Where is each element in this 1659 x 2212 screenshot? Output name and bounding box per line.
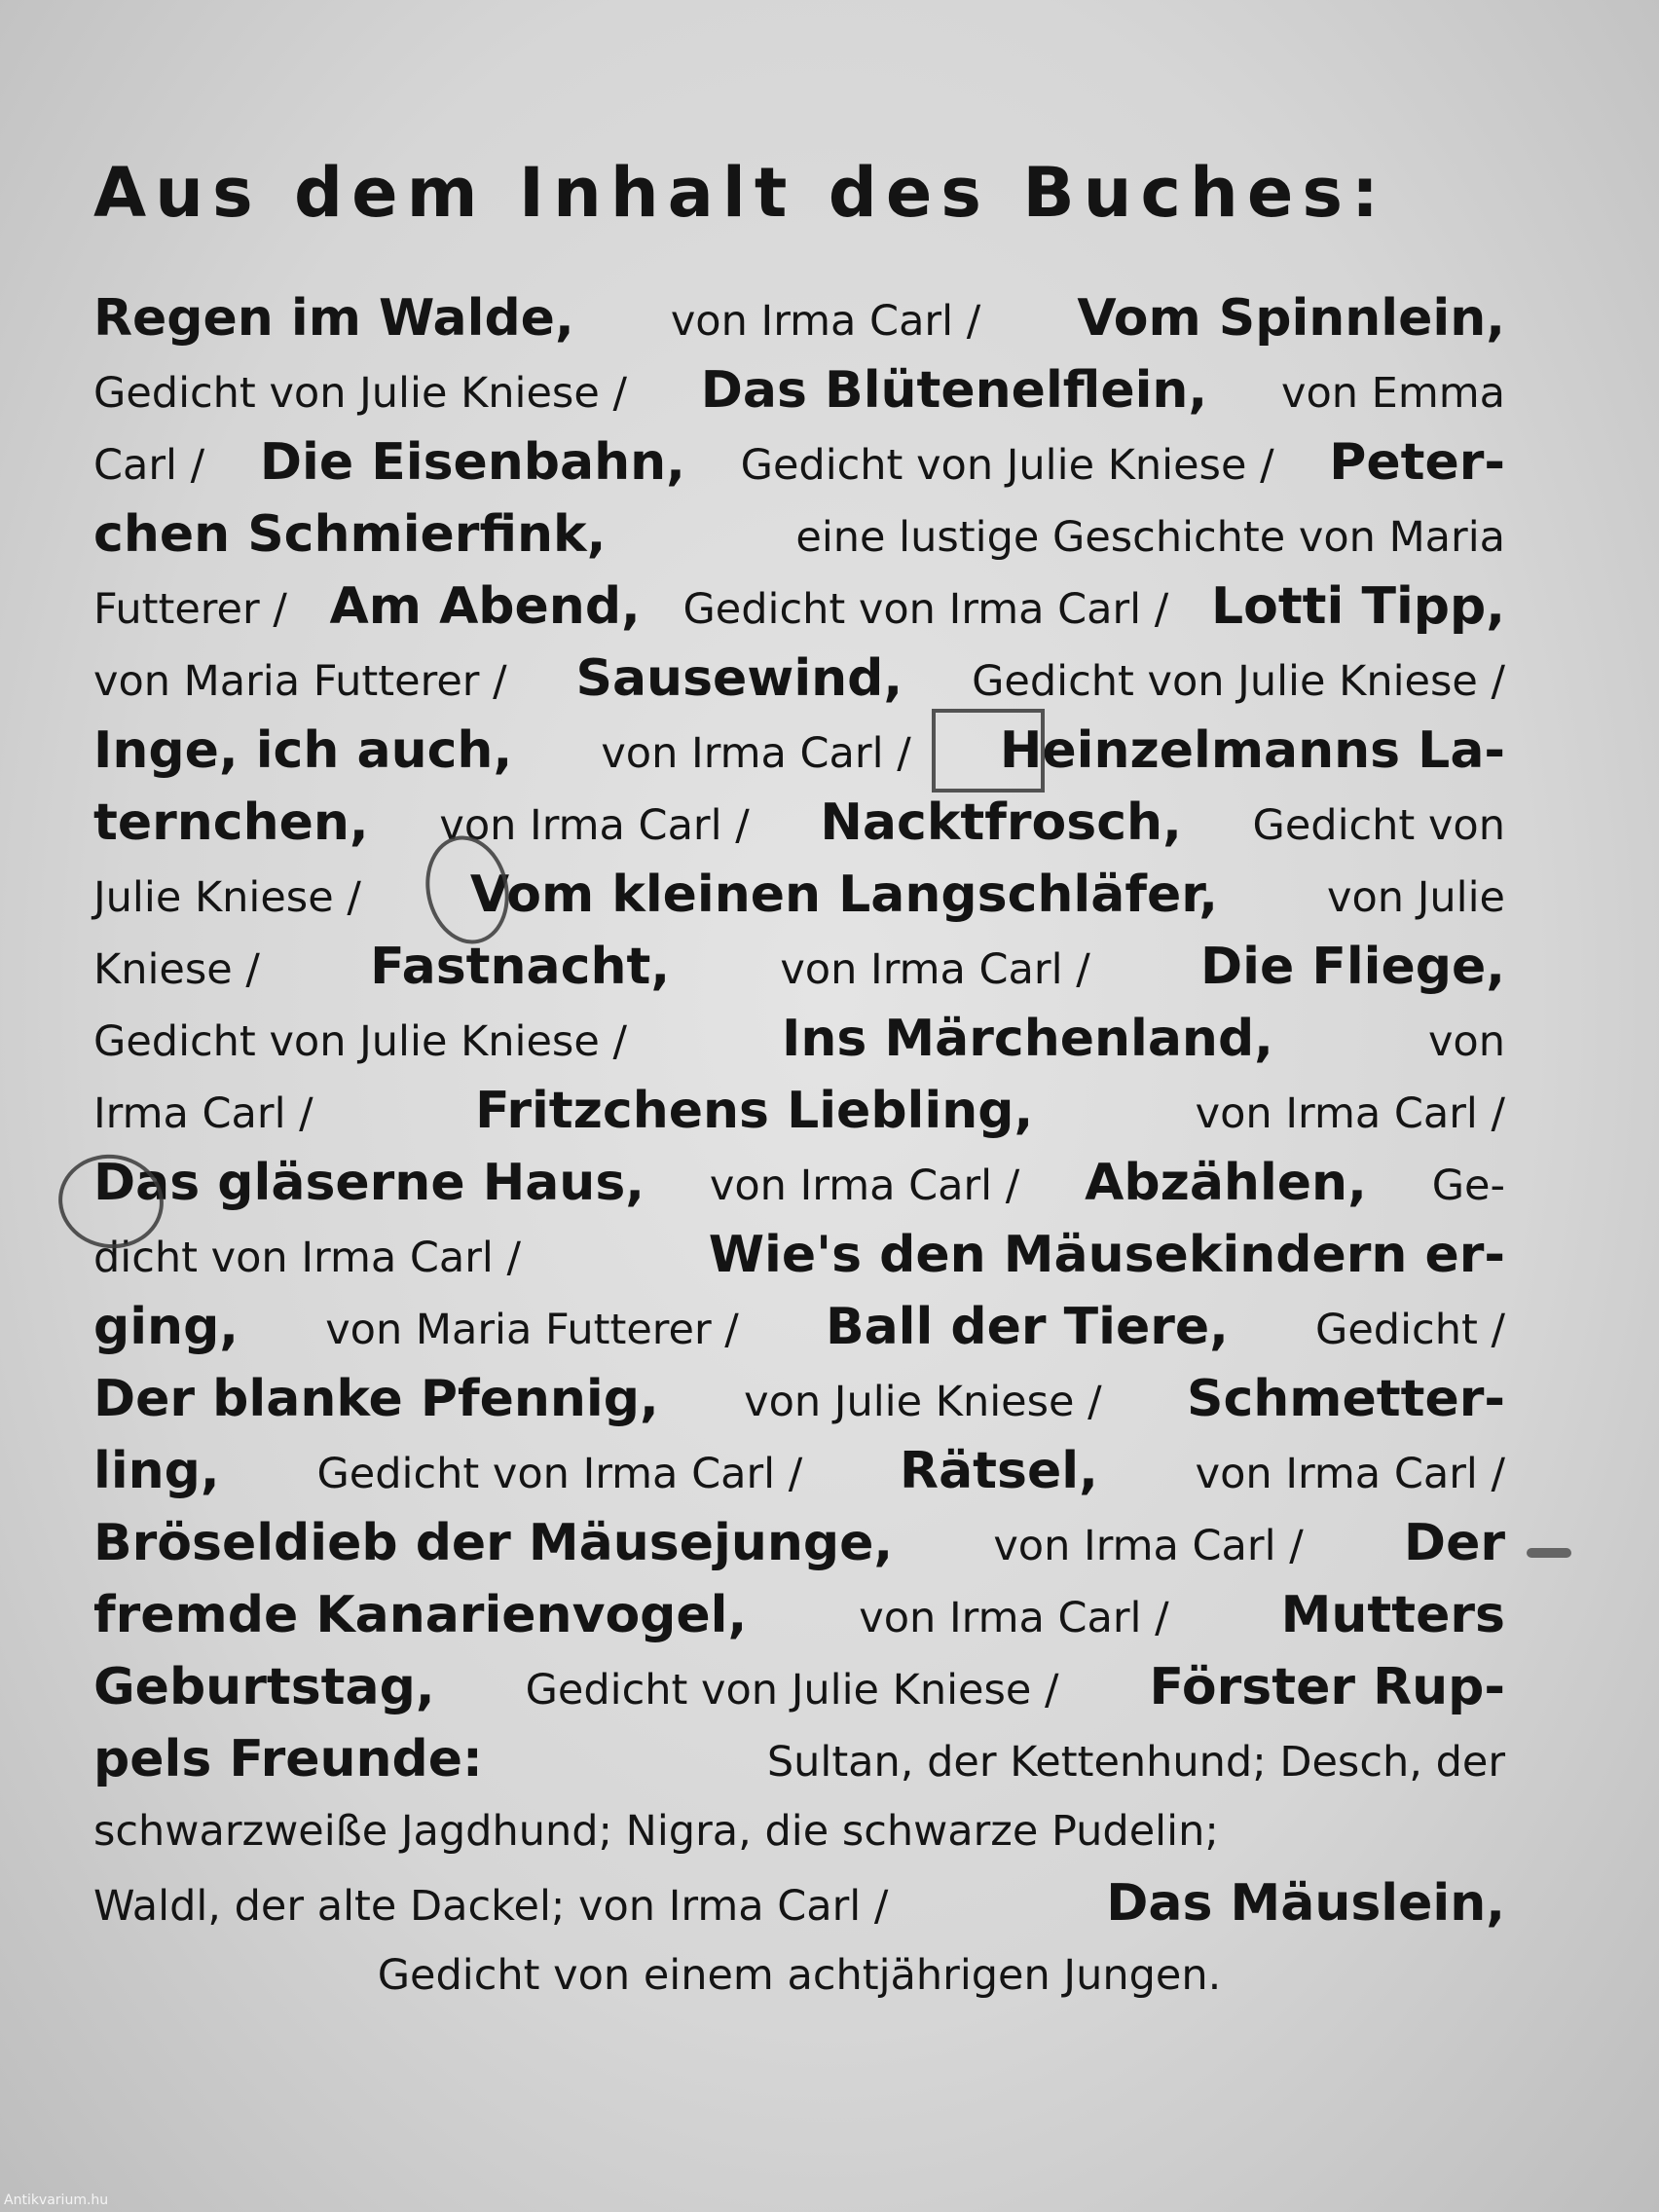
text-line <box>93 643 1505 715</box>
author-text: Kniese / <box>93 945 260 994</box>
text-line <box>93 498 1505 571</box>
author-text: Carl / <box>93 441 205 490</box>
text-line <box>93 1003 1505 1075</box>
story-title: Ins Märchenland, <box>781 1010 1273 1068</box>
author-text: von Irma Carl / <box>1195 1450 1505 1498</box>
author-text: Gedicht / <box>1315 1306 1505 1354</box>
text-line <box>93 715 1505 787</box>
author-text: Gedicht von Irma Carl / <box>316 1450 803 1498</box>
text-line <box>93 1147 1505 1219</box>
text-line <box>93 1219 1505 1291</box>
text-line <box>93 1867 1505 1939</box>
author-text: Sultan, der Kettenhund; Desch, der <box>766 1738 1505 1787</box>
author-text: Gedicht von Julie Kniese / <box>972 657 1505 706</box>
story-title: Heinzelmanns La- <box>999 721 1505 780</box>
story-title: Wie's den Mäusekindern er- <box>708 1226 1505 1284</box>
story-title: Inge, ich auch, <box>93 721 513 780</box>
author-text: Gedicht von Julie Kniese / <box>525 1666 1059 1714</box>
text-line <box>93 1435 1505 1507</box>
author-text: Irma Carl / <box>93 1089 313 1138</box>
pencil-dash-mark <box>1527 1548 1571 1558</box>
author-text: Waldl, der alte Dackel; von Irma Carl / <box>93 1882 889 1931</box>
author-text: von Irma Carl / <box>709 1161 1020 1210</box>
author-text: Gedicht von Julie Kniese / <box>93 1017 627 1066</box>
story-title: ternchen, <box>93 793 369 852</box>
story-title: Der blanke Pfennig, <box>93 1370 659 1428</box>
watermark-text: Antikvarium.hu <box>4 2193 109 2208</box>
story-title: Schmetter- <box>1187 1370 1505 1428</box>
story-title: Lotti Tipp, <box>1210 577 1505 636</box>
story-title: Ball der Tiere, <box>825 1298 1229 1356</box>
author-text: Futterer / <box>93 585 287 634</box>
text-line <box>93 1075 1505 1147</box>
text-line <box>93 354 1505 426</box>
story-title: Fritzchens Liebling, <box>475 1082 1034 1140</box>
story-title: Regen im Walde, <box>93 289 574 348</box>
author-text: eine lustige Geschichte von Maria <box>795 513 1505 562</box>
author-text: von Maria Futterer / <box>93 657 507 706</box>
story-title: Der <box>1403 1514 1505 1572</box>
author-text: von Irma Carl / <box>670 297 981 346</box>
author-text: von Irma Carl / <box>780 945 1090 994</box>
text-line <box>93 1291 1505 1363</box>
text-line <box>93 1939 1505 2011</box>
story-title: Das Blütenelflein, <box>700 361 1208 420</box>
author-text: Gedicht von Julie Kniese / <box>93 369 627 418</box>
page-heading: Aus dem Inhalt des Buches: <box>93 153 1387 233</box>
text-line <box>93 571 1505 643</box>
author-text: von Emma <box>1281 369 1505 418</box>
story-title: chen Schmierfink, <box>93 505 607 564</box>
story-title: Die Eisenbahn, <box>259 433 685 492</box>
text-line <box>93 1795 1505 1867</box>
story-title: Mutters <box>1280 1586 1505 1644</box>
text-line <box>93 787 1505 859</box>
author-text: Gedicht von einem achtjährigen Jungen. <box>377 1951 1222 2000</box>
text-line <box>93 1723 1505 1795</box>
text-line <box>93 1363 1505 1435</box>
story-title: Nacktfrosch, <box>820 793 1182 852</box>
author-text: dicht von Irma Carl / <box>93 1234 522 1282</box>
story-title: Am Abend, <box>329 577 641 636</box>
story-title: Das Mäuslein, <box>1106 1874 1505 1933</box>
story-title: fremde Kanarienvogel, <box>93 1586 748 1644</box>
story-title: Vom Spinnlein, <box>1077 289 1505 348</box>
author-text: von Irma Carl / <box>993 1522 1304 1570</box>
contents-text <box>93 282 1505 2011</box>
story-title: Vom kleinen Langschläfer, <box>469 866 1218 924</box>
author-text: von <box>1427 1017 1505 1066</box>
text-line <box>93 1579 1505 1651</box>
author-text: Gedicht von <box>1252 801 1505 850</box>
story-title: Förster Rup- <box>1149 1658 1505 1716</box>
author-text: Ge- <box>1431 1161 1505 1210</box>
author-text: von Irma Carl / <box>1195 1089 1505 1138</box>
author-text: schwarzweiße Jagdhund; Nigra, die schwarze Pudelin; <box>93 1807 1219 1856</box>
story-title: Rätsel, <box>900 1442 1098 1500</box>
story-title: Peter- <box>1329 433 1505 492</box>
story-title: pels Freunde: <box>93 1730 483 1788</box>
text-line <box>93 1507 1505 1579</box>
author-text: von Julie <box>1327 873 1505 922</box>
story-title: Abzählen, <box>1085 1154 1367 1212</box>
text-line <box>93 426 1505 498</box>
story-title: Sausewind, <box>575 649 903 708</box>
story-title: Geburtstag, <box>93 1658 435 1716</box>
story-title: Bröseldieb der Mäusejunge, <box>93 1514 894 1572</box>
story-title: ling, <box>93 1442 220 1500</box>
author-text: von Julie Kniese / <box>744 1378 1102 1426</box>
text-line <box>93 931 1505 1003</box>
text-line <box>93 859 1505 931</box>
text-line <box>93 282 1505 354</box>
author-text: von Irma Carl / <box>859 1594 1169 1642</box>
story-title: Fastnacht, <box>370 938 671 996</box>
author-text: von Irma Carl / <box>601 729 911 778</box>
story-title: Das gläserne Haus, <box>93 1154 645 1212</box>
story-title: Die Fliege, <box>1199 938 1505 996</box>
story-title: ging, <box>93 1298 240 1356</box>
author-text: Gedicht von Julie Kniese / <box>740 441 1274 490</box>
author-text: Gedicht von Irma Carl / <box>682 585 1169 634</box>
author-text: Julie Kniese / <box>93 873 361 922</box>
author-text: von Irma Carl / <box>439 801 750 850</box>
text-line <box>93 1651 1505 1723</box>
author-text: von Maria Futterer / <box>325 1306 739 1354</box>
